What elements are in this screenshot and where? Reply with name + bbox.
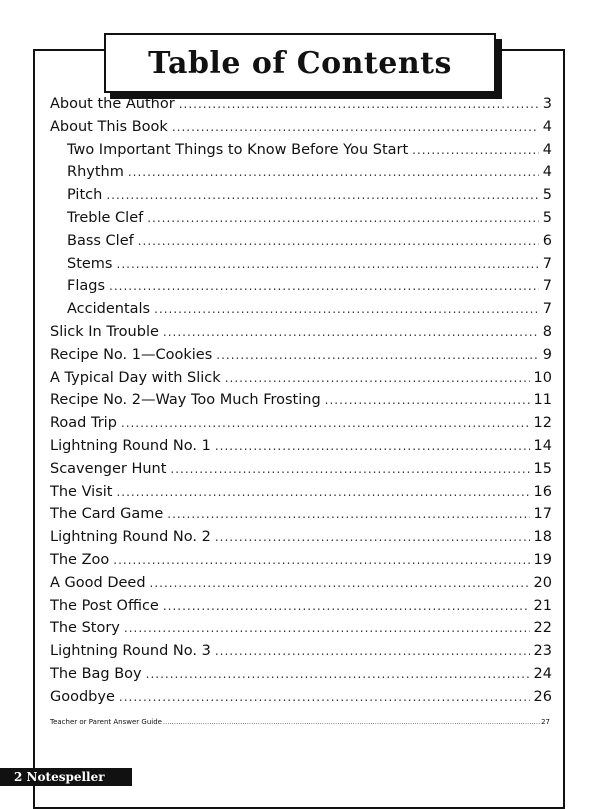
toc-entry-title: Recipe No. 1—Cookies: [50, 346, 213, 363]
dot-leader: [167, 507, 529, 521]
toc-entry-page: 3: [542, 96, 552, 112]
toc-entry: [50, 278, 552, 301]
dot-leader: [179, 97, 539, 111]
toc-entry-title: Flags: [67, 278, 106, 295]
toc-entry-page: 23: [533, 643, 552, 660]
dot-leader: [138, 234, 539, 248]
toc-entry-page: 8: [542, 323, 552, 340]
toc-entry: [50, 119, 552, 142]
footer-page-number: 2: [14, 770, 23, 784]
toc-entry-page: 24: [533, 665, 552, 682]
dot-leader: [215, 530, 530, 544]
toc-entry: [50, 256, 552, 279]
toc-entry-title: Treble Clef: [67, 209, 144, 226]
dot-leader: [150, 576, 530, 590]
toc-entry-title: Scavenger Hunt: [50, 460, 167, 477]
toc-entry-title: Lightning Round No. 3: [50, 643, 211, 660]
page-title: Table of Contents: [148, 45, 452, 81]
toc-entry: [50, 415, 552, 438]
toc-entry-page: 4: [542, 141, 552, 158]
toc-entry-title: Goodbye: [50, 688, 115, 705]
toc-entry: [50, 506, 552, 529]
toc-entry: [50, 392, 552, 415]
dot-leader: [106, 188, 538, 202]
toc-entry-page: 7: [542, 278, 552, 295]
toc-entry: [50, 643, 552, 666]
toc-entry-page: 19: [533, 551, 552, 568]
toc-entry-page: 17: [533, 506, 552, 523]
dot-leader: [154, 302, 539, 316]
toc-entry-page: 14: [533, 437, 552, 454]
dot-leader: [163, 719, 540, 726]
toc-entry-title: The Bag Boy: [50, 665, 142, 682]
toc-entry-page: 18: [533, 529, 552, 546]
toc-entry: [50, 552, 552, 575]
toc-entry-page: 12: [533, 415, 552, 432]
toc-entry-title: Accidentals: [67, 301, 151, 318]
toc-entry-title: The Zoo: [50, 551, 110, 568]
toc-entry: [50, 575, 552, 598]
dot-leader: [172, 120, 539, 134]
toc-entry-title: Road Trip: [50, 415, 117, 432]
toc-entry-title: The Card Game: [50, 506, 164, 523]
dot-leader: [119, 690, 530, 704]
toc-entry-page: 7: [542, 301, 552, 318]
toc-entry-title: Lightning Round No. 1: [50, 437, 211, 454]
toc-entry-title: Recipe No. 2—Way Too Much Frosting: [50, 392, 321, 409]
title-box: [104, 33, 496, 93]
dot-leader: [325, 393, 530, 407]
toc-entry-title: The Story: [50, 620, 120, 637]
toc-entry: [50, 598, 552, 621]
dot-leader: [163, 325, 539, 339]
toc-entry: [50, 187, 552, 210]
dot-leader: [117, 257, 539, 271]
dot-leader: [124, 621, 530, 635]
toc-entry-page: 5: [542, 187, 552, 204]
toc-entry: [50, 347, 552, 370]
toc-entry-page: 5: [542, 209, 552, 226]
toc-entry: [50, 210, 552, 233]
dot-leader: [116, 485, 529, 499]
toc-entry: [50, 164, 552, 187]
dot-leader: [215, 644, 530, 658]
toc-entry-title: Bass Clef: [67, 232, 134, 249]
toc-entry-title: The Post Office: [50, 597, 159, 614]
dot-leader: [163, 599, 530, 613]
toc-entry: [50, 484, 552, 507]
toc-list: [50, 96, 552, 712]
dot-leader: [215, 439, 530, 453]
toc-entry-page: 21: [533, 597, 552, 614]
toc-entry: [50, 301, 552, 324]
dot-leader: [412, 143, 539, 157]
dot-leader: [146, 667, 530, 681]
toc-entry-title: A Good Deed: [50, 574, 146, 591]
toc-entry-title: Two Important Things to Know Before You Start: [67, 141, 409, 158]
toc-entry-page: 26: [533, 688, 552, 705]
toc-entry: [50, 324, 552, 347]
toc-entry-page: 22: [533, 620, 552, 637]
dot-leader: [121, 416, 530, 430]
dot-leader: [216, 348, 539, 362]
toc-entry-page: 20: [533, 574, 552, 591]
toc-entry-page: 9: [542, 346, 552, 363]
toc-entry-title: A Typical Day with Slick: [50, 369, 221, 386]
toc-entry-page: 4: [542, 118, 552, 135]
toc-entry-title: Lightning Round No. 2: [50, 529, 211, 546]
toc-entry-title: Rhythm: [67, 164, 124, 181]
toc-entry-page: 7: [542, 255, 552, 272]
answer-guide-page: 27: [541, 718, 550, 726]
toc-entry-title: About the Author: [50, 96, 175, 112]
dot-leader: [109, 279, 539, 293]
toc-entry: [50, 461, 552, 484]
toc-entry: [50, 370, 552, 393]
toc-entry: [50, 142, 552, 165]
toc-entry-title: Pitch: [67, 187, 103, 204]
toc-entry-page: 16: [533, 483, 552, 500]
toc-entry-page: 15: [533, 460, 552, 477]
footer-book-title: Notespeller: [26, 770, 105, 784]
dot-leader: [128, 165, 539, 179]
toc-entry: [50, 233, 552, 256]
dot-leader: [225, 371, 530, 385]
toc-entry: [50, 666, 552, 689]
answer-guide-title: Teacher or Parent Answer Guide: [50, 718, 162, 726]
toc-entry: [50, 529, 552, 552]
toc-entry: [50, 620, 552, 643]
toc-entry-title: Slick In Trouble: [50, 323, 159, 340]
toc-entry: [50, 689, 552, 712]
toc-entry-page: 4: [542, 164, 552, 181]
toc-entry-page: 6: [542, 232, 552, 249]
toc-entry: [50, 438, 552, 461]
toc-entry-title: About This Book: [50, 118, 168, 135]
footer-tab: [0, 768, 132, 786]
toc-entry-page: 11: [533, 392, 552, 409]
toc-entry-title: Stems: [67, 255, 113, 272]
toc-entry-title: The Visit: [50, 483, 113, 500]
dot-leader: [113, 553, 529, 567]
answer-guide-entry: [50, 718, 550, 726]
dot-leader: [170, 462, 529, 476]
toc-entry: [50, 96, 552, 119]
dot-leader: [147, 211, 539, 225]
toc-entry-page: 10: [533, 369, 552, 386]
